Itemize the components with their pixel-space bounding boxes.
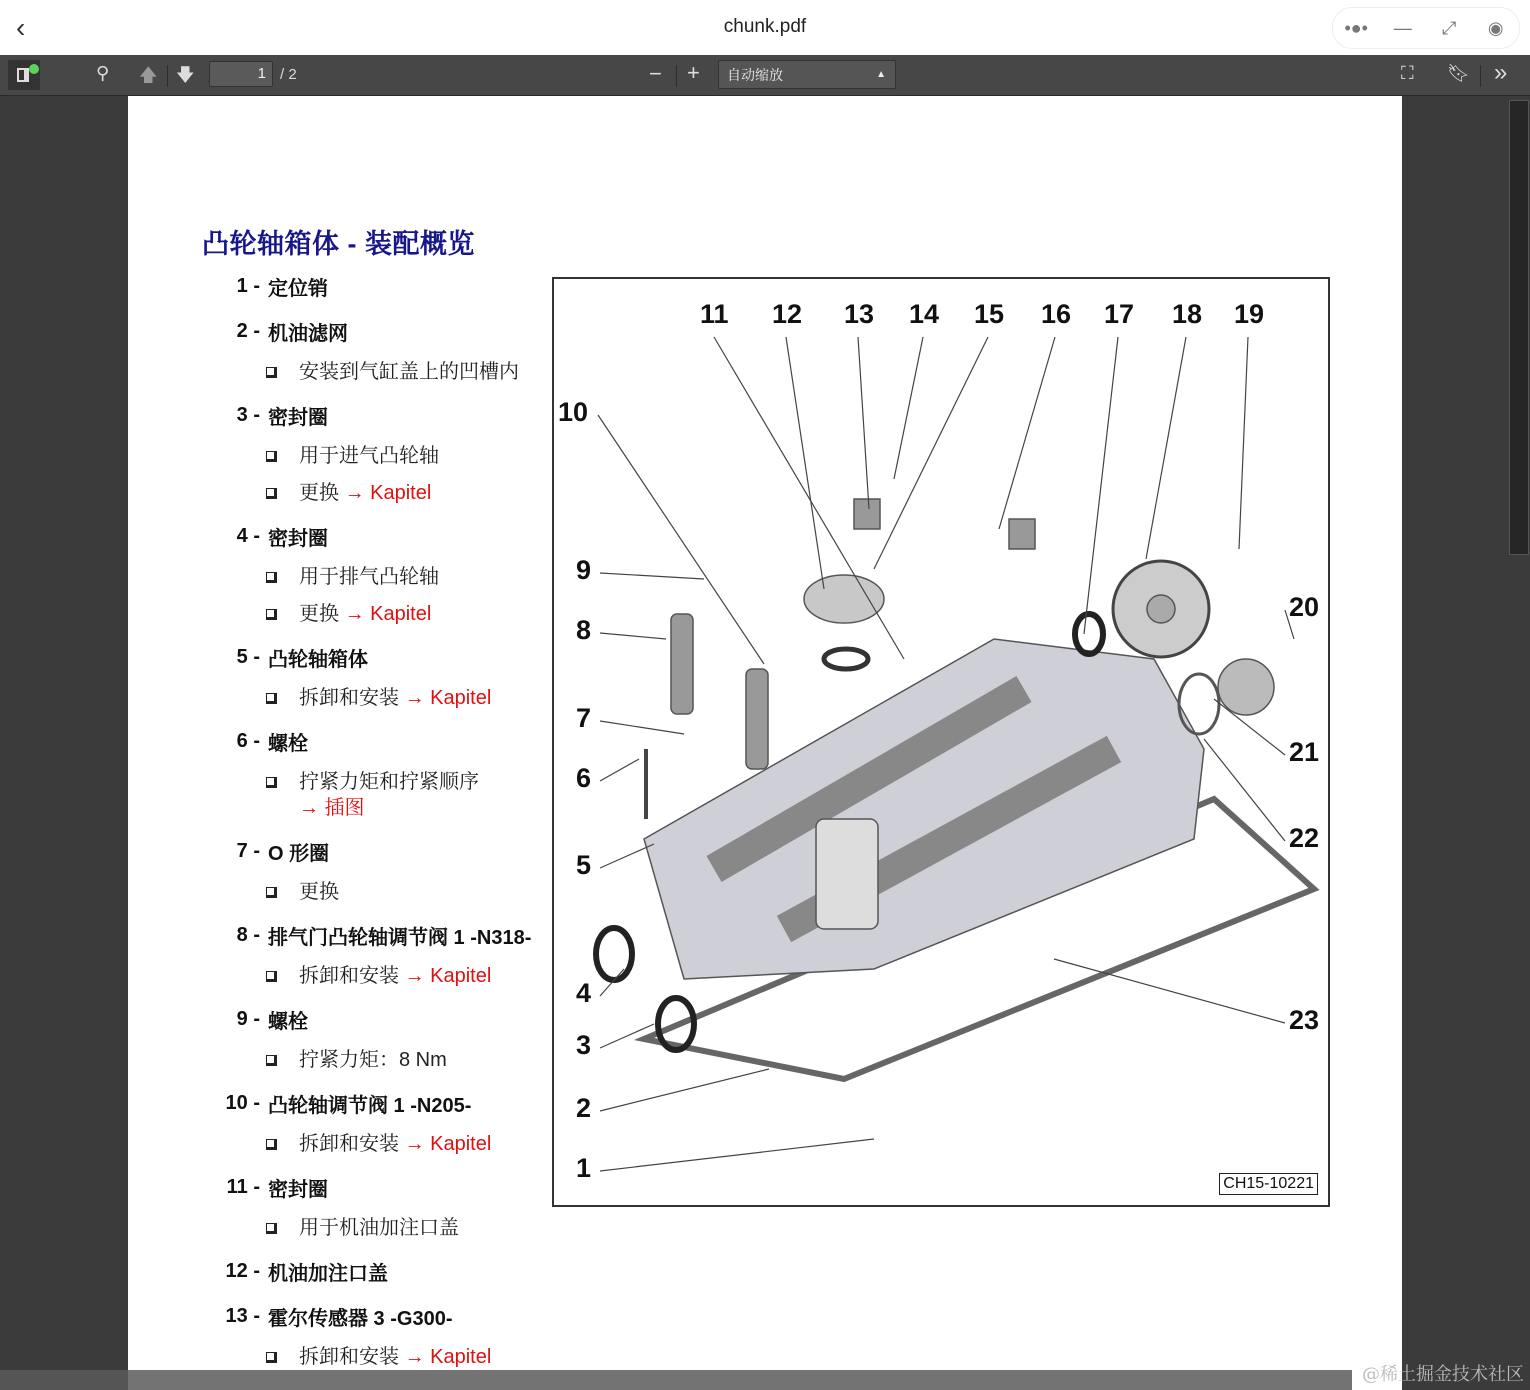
bottom-overlay <box>0 1370 1352 1390</box>
kapitel-link[interactable]: → Kapitel <box>404 965 492 987</box>
item-label: 机油滤网 <box>268 323 348 345</box>
kapitel-link[interactable]: → Kapitel <box>344 482 432 504</box>
close-icon[interactable]: ◉ <box>1487 17 1504 38</box>
figure-code: CH15-10221 <box>1219 1173 1318 1195</box>
callout-17: 17 <box>1104 299 1135 329</box>
item-number: 11 - <box>226 1176 260 1198</box>
illustration-link[interactable]: → 插图 <box>299 797 365 819</box>
item-number: 1 - <box>236 275 260 297</box>
pdf-page <box>128 96 1402 1390</box>
leader-line <box>1054 959 1285 1023</box>
kapitel-link[interactable]: → Kapitel <box>404 1133 492 1155</box>
leader-line <box>600 1069 769 1111</box>
list-item <box>208 1178 538 1202</box>
subitem-text: 用于进气凸轮轴 <box>299 445 439 467</box>
leader-line <box>1084 337 1118 634</box>
list-item <box>208 1307 538 1331</box>
checkbox-bullet-icon <box>266 609 277 620</box>
list-subitem <box>208 1345 538 1369</box>
back-icon[interactable]: ‹ <box>16 12 26 43</box>
exploded-diagram <box>552 277 1330 1207</box>
item-number: 2 - <box>236 320 260 342</box>
leader-line <box>1239 337 1248 549</box>
document-title: chunk.pdf <box>723 16 807 37</box>
camshaft-housing-shape <box>644 639 1204 979</box>
list-item <box>208 277 538 301</box>
callout-8: 8 <box>576 615 592 645</box>
subitem-text: 更换 <box>299 881 339 903</box>
item-label: 密封圈 <box>268 1179 328 1201</box>
subitem-text: 拆卸和安装 <box>299 1133 399 1155</box>
item-number: 10 - <box>225 1092 260 1114</box>
callout-14: 14 <box>909 299 940 329</box>
callout-7: 7 <box>576 703 592 733</box>
watermark: @稀土掘金技术社区 <box>1362 1364 1524 1385</box>
page-title: 凸轮轴箱体 - 装配概览 <box>202 229 475 259</box>
restore-icon[interactable]: ⤢ <box>1442 17 1457 38</box>
callout-22: 22 <box>1289 823 1320 853</box>
item-label: 螺栓 <box>268 1011 308 1033</box>
callout-20: 20 <box>1289 592 1320 622</box>
zoom-select[interactable] <box>718 60 896 89</box>
item-number: 8 - <box>236 924 260 946</box>
item-number: 5 - <box>236 646 260 668</box>
list-subitem <box>208 770 538 820</box>
scrollbar-thumb[interactable] <box>1509 100 1529 555</box>
fullscreen-icon[interactable]: ⛶ <box>1401 63 1414 83</box>
checkbox-bullet-icon <box>266 1055 277 1066</box>
item-number: 6 - <box>236 730 260 752</box>
list-subitem <box>208 1048 538 1072</box>
search-icon[interactable]: ⚲ <box>96 63 110 83</box>
list-item <box>208 1094 538 1118</box>
checkbox-bullet-icon <box>266 971 277 982</box>
kapitel-link[interactable]: → Kapitel <box>344 603 432 625</box>
item-label: 螺栓 <box>268 733 308 755</box>
checkbox-bullet-icon <box>266 693 277 704</box>
minimize-icon[interactable]: — <box>1393 17 1412 38</box>
callout-10: 10 <box>558 397 589 427</box>
title-bar <box>0 0 1530 55</box>
leader-line <box>600 721 684 734</box>
item-number: 9 - <box>236 1008 260 1030</box>
parts-list <box>208 277 538 1369</box>
page-number-input[interactable]: 1 <box>209 61 273 87</box>
list-item <box>208 732 538 756</box>
callout-9: 9 <box>576 555 592 585</box>
leader-line <box>600 573 704 579</box>
callout-6: 6 <box>576 763 592 793</box>
item-label: 密封圈 <box>268 407 328 429</box>
subitem-text: 更换 <box>299 482 339 504</box>
checkbox-bullet-icon <box>266 488 277 499</box>
callout-18: 18 <box>1172 299 1203 329</box>
list-item <box>208 406 538 430</box>
zoom-out-button[interactable]: − <box>649 61 662 86</box>
subitem-text: 安装到气缸盖上的凹槽内 <box>299 361 519 383</box>
subitem-text: 拆卸和安装 <box>299 687 399 709</box>
list-subitem <box>208 1132 538 1156</box>
callout-11: 11 <box>700 299 729 329</box>
list-subitem <box>208 565 538 589</box>
list-subitem <box>208 1216 538 1240</box>
select-arrows-icon: ▲ <box>876 69 886 80</box>
leader-line <box>600 1139 874 1171</box>
leader-line <box>600 844 654 868</box>
diagram-drawing <box>554 279 1328 1205</box>
list-subitem <box>208 880 538 904</box>
window-controls <box>1332 7 1520 49</box>
callout-5: 5 <box>576 850 592 880</box>
previous-page-icon[interactable]: 🡅 <box>139 65 158 85</box>
list-item <box>208 1262 538 1286</box>
more-tools-icon[interactable]: » <box>1494 59 1508 86</box>
zoom-value: 自动缩放 <box>727 67 783 83</box>
checkbox-bullet-icon <box>266 572 277 583</box>
callout-13: 13 <box>844 299 875 329</box>
list-subitem <box>208 964 538 988</box>
checkbox-bullet-icon <box>266 1223 277 1234</box>
list-item <box>208 322 538 346</box>
callout-15: 15 <box>974 299 1005 329</box>
item-label: 密封圈 <box>268 528 328 550</box>
zoom-in-button[interactable]: + <box>687 60 700 85</box>
next-page-icon[interactable]: 🡇 <box>176 65 195 85</box>
item-label: 霍尔传感器 3 -G300- <box>268 1308 453 1330</box>
item-label: 凸轮轴箱体 <box>268 649 368 671</box>
subitem-text: 拧紧力矩：8 Nm <box>299 1049 447 1071</box>
checkbox-bullet-icon <box>266 367 277 378</box>
list-item <box>208 648 538 672</box>
item-label: 定位销 <box>268 278 328 300</box>
list-item <box>208 527 538 551</box>
subitem-text: 拆卸和安装 <box>299 965 399 987</box>
list-item <box>208 926 538 950</box>
leader-line <box>999 337 1055 529</box>
leader-line <box>874 337 988 569</box>
checkbox-bullet-icon <box>266 887 277 898</box>
list-subitem <box>208 686 538 710</box>
item-number: 3 - <box>236 404 260 426</box>
callout-4: 4 <box>576 978 592 1008</box>
item-number: 13 - <box>225 1305 260 1327</box>
subitem-text: 用于排气凸轮轴 <box>299 566 439 588</box>
checkbox-bullet-icon <box>266 1352 277 1363</box>
leader-line <box>786 337 824 589</box>
list-item <box>208 1010 538 1034</box>
callout-19: 19 <box>1234 299 1265 329</box>
more-icon[interactable]: •●• <box>1344 17 1368 38</box>
callout-1: 1 <box>576 1153 592 1183</box>
callout-21: 21 <box>1289 737 1320 767</box>
leader-line <box>1146 337 1186 559</box>
item-number: 12 - <box>225 1260 260 1282</box>
sidebar-icon <box>17 68 29 82</box>
callout-16: 16 <box>1041 299 1072 329</box>
subitem-text: 拆卸和安装 <box>299 1346 399 1368</box>
callout-23: 23 <box>1289 1005 1320 1035</box>
kapitel-link[interactable]: → Kapitel <box>404 1346 492 1368</box>
item-number: 7 - <box>236 840 260 862</box>
item-number: 4 - <box>236 525 260 547</box>
subitem-text: 更换 <box>299 603 339 625</box>
callout-2: 2 <box>576 1093 592 1123</box>
bookmark-icon[interactable]: 🔖︎ <box>1447 63 1470 83</box>
callout-12: 12 <box>772 299 803 329</box>
list-item <box>208 842 538 866</box>
item-label: O 形圈 <box>268 843 330 865</box>
item-label: 机油加注口盖 <box>268 1263 388 1285</box>
item-label: 排气门凸轮轴调节阀 1 -N318- <box>268 927 532 949</box>
leader-line <box>600 633 666 639</box>
list-subitem <box>208 602 538 626</box>
list-subitem <box>208 481 538 505</box>
page-total: / 2 <box>280 66 297 83</box>
leader-line <box>600 759 639 781</box>
kapitel-link[interactable]: → Kapitel <box>404 687 492 709</box>
item-label: 凸轮轴调节阀 1 -N205- <box>268 1095 472 1117</box>
pdf-toolbar <box>0 55 1530 96</box>
leader-line <box>894 337 923 479</box>
callout-3: 3 <box>576 1030 592 1060</box>
subitem-text: 拧紧力矩和拧紧顺序 <box>299 771 479 793</box>
checkbox-bullet-icon <box>266 451 277 462</box>
checkbox-bullet-icon <box>266 1139 277 1150</box>
notification-dot <box>29 64 39 74</box>
checkbox-bullet-icon <box>266 777 277 788</box>
leader-line <box>858 337 869 509</box>
list-subitem <box>208 444 538 468</box>
subitem-text: 用于机油加注口盖 <box>299 1217 459 1239</box>
list-subitem <box>208 360 538 384</box>
sidebar-toggle-button[interactable] <box>8 60 40 90</box>
